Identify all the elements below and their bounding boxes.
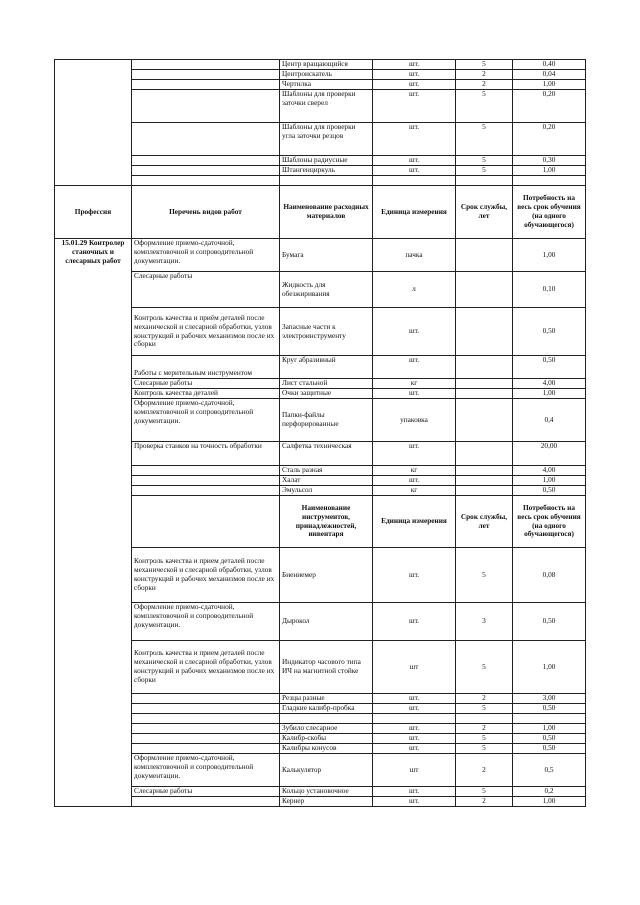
table-row [55,641,586,694]
item-unit: шт. [373,123,456,156]
item-need: 1,00 [513,641,586,694]
item-name: Биениемер [280,548,373,603]
work-type: Оформление приемо-сдаточной, комплектовочной и сопроводительной документации. [132,399,280,442]
item-unit: кг [373,486,456,496]
item-need: 0,20 [513,90,586,123]
item-need: 0,50 [513,486,586,496]
table-row [55,787,586,797]
table-row [55,166,586,176]
item-need: 0,50 [513,704,586,714]
item-name: Калькулятор [280,754,373,787]
table-row [55,399,586,442]
header-need: Потребность на весь срок обучения (на одного обучающегося) [513,186,586,239]
item-need: 4,00 [513,466,586,476]
item-term: 2 [456,797,513,807]
item-need: 1,00 [513,724,586,734]
table-row [55,70,586,80]
item-need: 0,10 [513,272,586,308]
table-row [55,744,586,754]
item-term: 2 [456,70,513,80]
item-unit: шт. [373,787,456,797]
table-row [55,90,586,123]
item-unit: упаковка [373,399,456,442]
table-row [55,603,586,641]
item-name: Центроискатель [280,70,373,80]
item-name: Лист стальной [280,379,373,389]
item-unit: шт. [373,548,456,603]
item-need: 0,40 [513,60,586,70]
item-name: Шаблоны для проверки заточки сверел [280,90,373,123]
item-term: 5 [456,641,513,694]
table-row [55,308,586,356]
header-profession: Профессия [55,186,132,239]
item-need: 0,50 [513,744,586,754]
item-term: 5 [456,166,513,176]
item-term: 5 [456,548,513,603]
work-type: Слесарные работы [132,787,280,797]
item-need: 0,2 [513,787,586,797]
item-name: Резцы разные [280,694,373,704]
header-work-types: Перечень видов работ [132,186,280,239]
item-unit: шт [373,641,456,694]
table-row [55,176,586,186]
work-type: Оформление приемо-сдаточной, комплектовочной и сопроводительной документации. [132,239,280,272]
table-row [55,60,586,70]
item-term: 5 [456,156,513,166]
item-need: 20,00 [513,442,586,466]
item-unit: шт. [373,734,456,744]
equipment-table [54,59,586,807]
item-unit: шт. [373,356,456,379]
item-unit: кг [373,379,456,389]
table-row [55,476,586,486]
item-unit: шт [373,754,456,787]
item-need: 1,00 [513,476,586,486]
item-need: 0,50 [513,734,586,744]
item-need: 0,50 [513,308,586,356]
item-name: Салфетка техническая [280,442,373,466]
table-row [55,123,586,156]
item-term: 2 [456,724,513,734]
item-unit: шт. [373,476,456,486]
item-unit: шт. [373,389,456,399]
item-need: 0,50 [513,603,586,641]
table-row [55,156,586,166]
item-need: 1,00 [513,389,586,399]
item-term: 2 [456,80,513,90]
work-type: Контроль качества деталей [132,389,280,399]
item-name: Гладкие калибр-пробка [280,704,373,714]
item-name: Жидкость для обезжиривания [280,272,373,308]
item-name: Запасные части к электроинструменту [280,308,373,356]
header-row [55,186,586,239]
item-name: Дырокол [280,603,373,641]
item-name: Кернер [280,797,373,807]
work-type: Проверка станков на точность обработки [132,442,280,466]
item-name: Зубило слесарное [280,724,373,734]
item-name: Круг абразивный [280,356,373,379]
item-name: Чертилка [280,80,373,90]
item-term: 5 [456,734,513,744]
item-name: Калибры конусов [280,744,373,754]
item-need: 0,04 [513,70,586,80]
item-need: 3,00 [513,694,586,704]
table-row [55,272,586,308]
item-name: Индикатор часового типа ИЧ на магнитной стойке [280,641,373,694]
header-item-name: Наименование инструментов, принадлежностей, инвентаря [280,496,373,548]
item-term: 2 [456,694,513,704]
item-name: Шаблоны радиусные [280,156,373,166]
item-term: 5 [456,123,513,156]
table-row [55,734,586,744]
work-type: Контроль качества и приём деталей после механической и слесарной обработки, узлов конструкций и рабочих механизмов после их сборки [132,308,280,356]
item-unit: шт. [373,603,456,641]
table-row [55,694,586,704]
item-unit: шт. [373,166,456,176]
header-need: Потребность на весь срок обучения (на одного обучающегося) [513,496,586,548]
item-need: 0,50 [513,356,586,379]
work-type: Контроль качества и прием деталей после механической и слесарной обработки, узлов конструкций и рабочих механизмов после их сборки [132,548,280,603]
item-unit: шт. [373,694,456,704]
item-term: 5 [456,704,513,714]
item-need: 1,00 [513,166,586,176]
item-need: 1,00 [513,80,586,90]
header-term: Срок службы, лет [456,186,513,239]
item-unit: шт. [373,156,456,166]
item-unit: пачка [373,239,456,272]
item-unit: л [373,272,456,308]
item-unit: шт. [373,442,456,466]
item-name: Папки-файлы перфорированные [280,399,373,442]
table-row [55,442,586,466]
header-row [55,496,586,548]
header-term: Срок службы, лет [456,496,513,548]
item-need: 0,20 [513,123,586,156]
table-row [55,754,586,787]
work-type: Контроль качества и прием деталей после механической и слесарной обработки, узлов конструкций и рабочих механизмов после их сборки [132,641,280,694]
item-unit: шт. [373,724,456,734]
work-type: Оформление приемо-сдаточной, комплектовочной и сопроводительной документации. [132,603,280,641]
item-need: 4,00 [513,379,586,389]
table-row [55,389,586,399]
work-type: Работы с мерительным инструментом [132,356,280,379]
item-unit: кг [373,466,456,476]
table-row [55,486,586,496]
item-unit: шт. [373,90,456,123]
item-term: 5 [456,787,513,797]
item-term: 5 [456,60,513,70]
item-name: Калибр-скобы [280,734,373,744]
item-unit: шт. [373,60,456,70]
item-name: Шаблоны для проверки угла заточки резцов [280,123,373,156]
item-term: 2 [456,754,513,787]
item-name: Эмульсол [280,486,373,496]
item-term: 3 [456,603,513,641]
item-need: 1,00 [513,239,586,272]
item-unit: шт. [373,80,456,90]
item-unit: шт. [373,744,456,754]
item-need: 0,30 [513,156,586,166]
item-unit: шт. [373,797,456,807]
table-row [55,466,586,476]
item-name: Кольцо установочное [280,787,373,797]
item-unit: шт. [373,70,456,80]
table-row [55,356,586,379]
item-need: 0,08 [513,548,586,603]
item-name: Штангенциркуль [280,166,373,176]
table-row [55,714,586,724]
header-unit: Единица измерения [373,496,456,548]
table-row [55,80,586,90]
item-unit: шт. [373,704,456,714]
item-name: Центр вращающийся [280,60,373,70]
item-unit: шт. [373,308,456,356]
work-type: Оформление приемо-сдаточной, комплектовочной и сопроводительной документации. [132,754,280,787]
table-row [55,704,586,714]
table-row [55,724,586,734]
item-need: 0,5 [513,754,586,787]
item-name: Халат [280,476,373,486]
item-name: Бумага [280,239,373,272]
item-term: 5 [456,90,513,123]
work-type: Слесарные работы [132,272,280,308]
table-row [55,797,586,807]
work-type: Слесарные работы [132,379,280,389]
table-row [55,548,586,603]
table-row [55,239,586,272]
profession-cell: 15.01.29 Контролер станочных и слесарных работ [55,239,132,807]
header-item-name: Наименование расходных материалов [280,186,373,239]
item-need: 0,4 [513,399,586,442]
item-need: 1,00 [513,797,586,807]
header-unit: Единица измерения [373,186,456,239]
item-term: 5 [456,744,513,754]
item-name: Сталь разная [280,466,373,476]
item-name: Очки защитные [280,389,373,399]
table-row [55,379,586,389]
